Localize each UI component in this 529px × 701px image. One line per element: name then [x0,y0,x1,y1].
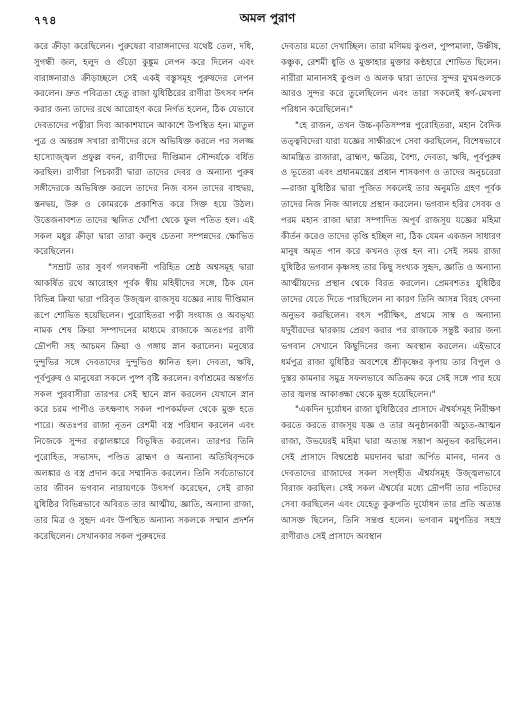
page-number: ৭৭৪ [34,14,57,27]
paragraph: দেবতার মতো দেখাচ্ছিল। তারা মণিময় কুণ্ডল, পুষ্পমালা, উষ্ণীষ, কঞ্চুক, রেশমী ধুতি ও মুক্তাহার মুক্তার কণ্ঠহারে শোভিত ছিলেন। নারীরা মানানসই কুণ্ডল ও অলক দ্বারা তাদের সুন্দর মুখমণ্ডলকে আরও সুন্দর করে তুলেছিলেন এবং তারা সকলেই স্বর্ণ-মেখলা পরিধান করেছিলেন।" [281,42,501,116]
paragraph: "সম্রাট তার সুবর্ণ গলবন্ধনী পরিহিত শ্রেষ্ঠ অশ্বসমূহ দ্বারা আকর্ষিত রথে আরোহণ পূর্বক স্বীয় মহিষীদের সঙ্গে, ঠিক যেন বিভিন্ন ক্রিয়া দ্বারা পরিবৃত উজ্জ্বল রাজসূয় যজ্ঞের ন্যায় দীপ্তিমান রূপে শোভিত হয়েছিলেন। পুরোহিতরা পত্নী সংযাজ ও অবভৃথ্য নামক শেষ ক্রিয়া সম্পাদনের মাধ্যমে রাজাকে অতঃপর রাণী দ্রৌপদী সহ আচমন ক্রিয়া ও গঙ্গায় স্নান করালেন। মনুষ্যের দুন্দুভির সঙ্গে দেবতাদের দুন্দুভিও ধ্বনিত হল। দেবতা, ঋষি, পূর্বপুরুষ ও মানুষেরা সকলে পুষ্প বৃষ্টি করলেন। বর্ণাশ্রমের অন্তর্গত সকল পুরবাসীরা তারপর সেই স্থানে স্নান করলেন যেখানে স্নান করে চরম পাপীও তৎক্ষণাৎ সকল পাপকর্মফল থেকে মুক্ত হতে পারে। অতঃপর রাজা নূতন রেশমী বস্ত্র পরিধান করলেন এবং নিজেকে সুন্দর রত্নালঙ্কারে বিভূষিত করলেন। তারপর তিনি পুরোহিত, সভাসদ, পণ্ডিত ব্রাহ্মণ ও অন্যান্য অতিথিবৃন্দকে অলঙ্কার ও বস্ত্র প্রদান করে সম্মানিত করলেন। তিনি সর্বতোভাবে তার জীবন ভগবান নারায়ণকে উৎসর্গ করেছেন, সেই রাজা যুধিষ্ঠির বিভিন্নভাবে অবিরত তার আত্মীয়, জ্ঞাতি, অন্যান্য রাজা, তার মিত্র ও সুহৃদ এবং উপস্থিত অন্যান্য সকলকে সম্মান প্রদর্শন করেছিলেন। সেখানকার সকল পুরুষদের [34,263,254,542]
paragraph: করে ক্রীড়া করেছিলেন। পুরুষেরা বারাঙ্গনাদের যথেষ্ট তেল, দধি, সুগন্ধী জল, হলুদ ও গুঁড়ো কুঙ্কুম লেপন করে দিলেন এবং বারাঙ্গনারাও ক্রীড়াচ্ছলে সেই একই বস্তুসমূহ পুরুষদের লেপন করলেন। দ্রুত পবিত্রতা হেতু রাজা যুধিষ্ঠিরের রাণীরা উৎসব দর্শন করার জন্য তাদের রথে আরোহণ করে নির্গত হলেন, ঠিক যেভাবে দেবতাদের পত্নীরা দিব্য আকাশযানে আকাশে উপস্থিত হন। মাতুল পুত্র ও অন্তরঙ্গ সখারা রাণীদের রসে অভিষিক্ত করলে পর সলজ্জ হাস্যোজ্জ্বল প্রফুল্ল বদন, রাণীদের দীপ্তিমান সৌন্দর্যকে বর্ধিত করছিল। রাণীরা পিচকারী দ্বারা তাদের দেবর ও অন্যান্য পুরুষ সঙ্গীদেরকে অভিষিক্ত করলে তাদের নিজ বসন তাদের বাহুদ্বয়, স্তনদ্বয়, উরু ও কোমরকে প্রকাশিত করে সিক্ত হয়ে উঠল। উত্তেজনাবশত তাদের স্খলিত খোঁপা থেকে ফুল পতিত হল। এই সকল মধুর ক্রীড়া দ্বারা তারা কলুষ চেতনা সম্পন্নদের ক্ষোভিত করেছিলেন। [34,42,254,258]
left-column [34,40,254,690]
paragraph: "হে রাজন, তখন উচ্চ-কৃতিসম্পন্ন পুরোহিতরা, মহান বৈদিক তত্ত্ববিদেরা যারা যজ্ঞের সাক্ষীরূপে সেবা করছিলেন, বিশেষভাবে আমন্ত্রিত রাজারা, ব্রাহ্মণ, ক্ষত্রিয়, বৈশ্য, দেবতা, ঋষি, পূর্বপুরুষ ও ভূতেরা এবং প্রধানমন্ত্রের প্রধান শাসকগণ ও তাদের অনুচরেরা—রাজা যুধিষ্ঠির দ্বারা পূজিত সকলেই তার অনুমতি গ্রহণ পূর্বক তাদের নিজ নিজ আলয়ে প্রস্থান করলেন। ভগবান হরির সেবক ও পরম মহান রাজা দ্বারা সম্পাদিত অপূর্ব রাজসূয় যজ্ঞের মহিমা কীর্তন করেও তাদের তৃপ্তি হচ্ছিল না, ঠিক যেমন একজন সাধারণ মানুষ অমৃত পান করে কখনও তৃপ্ত হন না। সেই সময় রাজা যুধিষ্ঠির ভগবান কৃষ্ণসহ তার কিছু সংখ্যক সুহৃদ, জ্ঞাতি ও অন্যান্য আত্মীয়দের প্রস্থান থেকে বিরত করলেন। প্রেমবশতঃ যুধিষ্ঠির তাদের যেতে দিতে পারছিলেন না কারণ তিনি আসন্ন বিরহ বেদনা অনুভব করছিলেন। বৎস পরীক্ষিৎ, প্রথমে সাম্ব ও অন্যান্য যদুবীরদের দ্বারকায় প্রেরণ করার পর রাজাকে সন্তুষ্ট করার জন্য ভগবান সেখানে কিছুদিনের জন্য অবস্থান করলেন। এইভাবে ধর্মপুত্র রাজা যুধিষ্ঠির অবশেষে শ্রীকৃষ্ণের কৃপায় তার বিপুল ও দুস্তর কামনার সমুদ্র সফলভাবে অতিক্রম করে সেই সঙ্গে পার হয়ে তার জ্বলন্ত আকাঙ্ক্ষা থেকে মুক্ত হয়েছিলেন।" [281,120,501,400]
right-column [281,40,501,690]
paragraph: "একদিন দুর্যোধন রাজা যুধিষ্ঠিরের প্রাসাদে ঐশ্বর্যসমূহ নিরীক্ষণ করতে করতে রাজসূয় যজ্ঞ ও তার অনুষ্ঠানকারী অচ্যুত-আত্মন রাজা, উভয়েরই মহিমা দ্বারা অত্যন্ত সন্তাপ অনুভব করছিলেন। সেই প্রাসাদে বিশ্বশ্রেষ্ঠ ময়দানব দ্বারা অর্পিত মানব, দানব ও দেবতাদের রাজাদের সকল সংগৃহীত ঐশ্বর্যসমূহ উজ্জ্বলভাবে বিরাজ করছিল। সেই সকল ঐশ্বর্যের মধ্যে দ্রৌপদী তার পতিদের সেবা করছিলেন এবং যেহেতু কুরুপতি দুর্যোধন তার প্রতি অত্যন্ত আসক্ত ছিলেন, তিনি সন্তপ্ত হলেন। ভগবান মধুপতির সহস্র রাণীরাও সেই প্রাসাদে অবস্থান [281,405,501,542]
running-title: অমল পুরাণ [239,11,296,25]
page-header [34,10,501,34]
text-columns [34,40,501,690]
